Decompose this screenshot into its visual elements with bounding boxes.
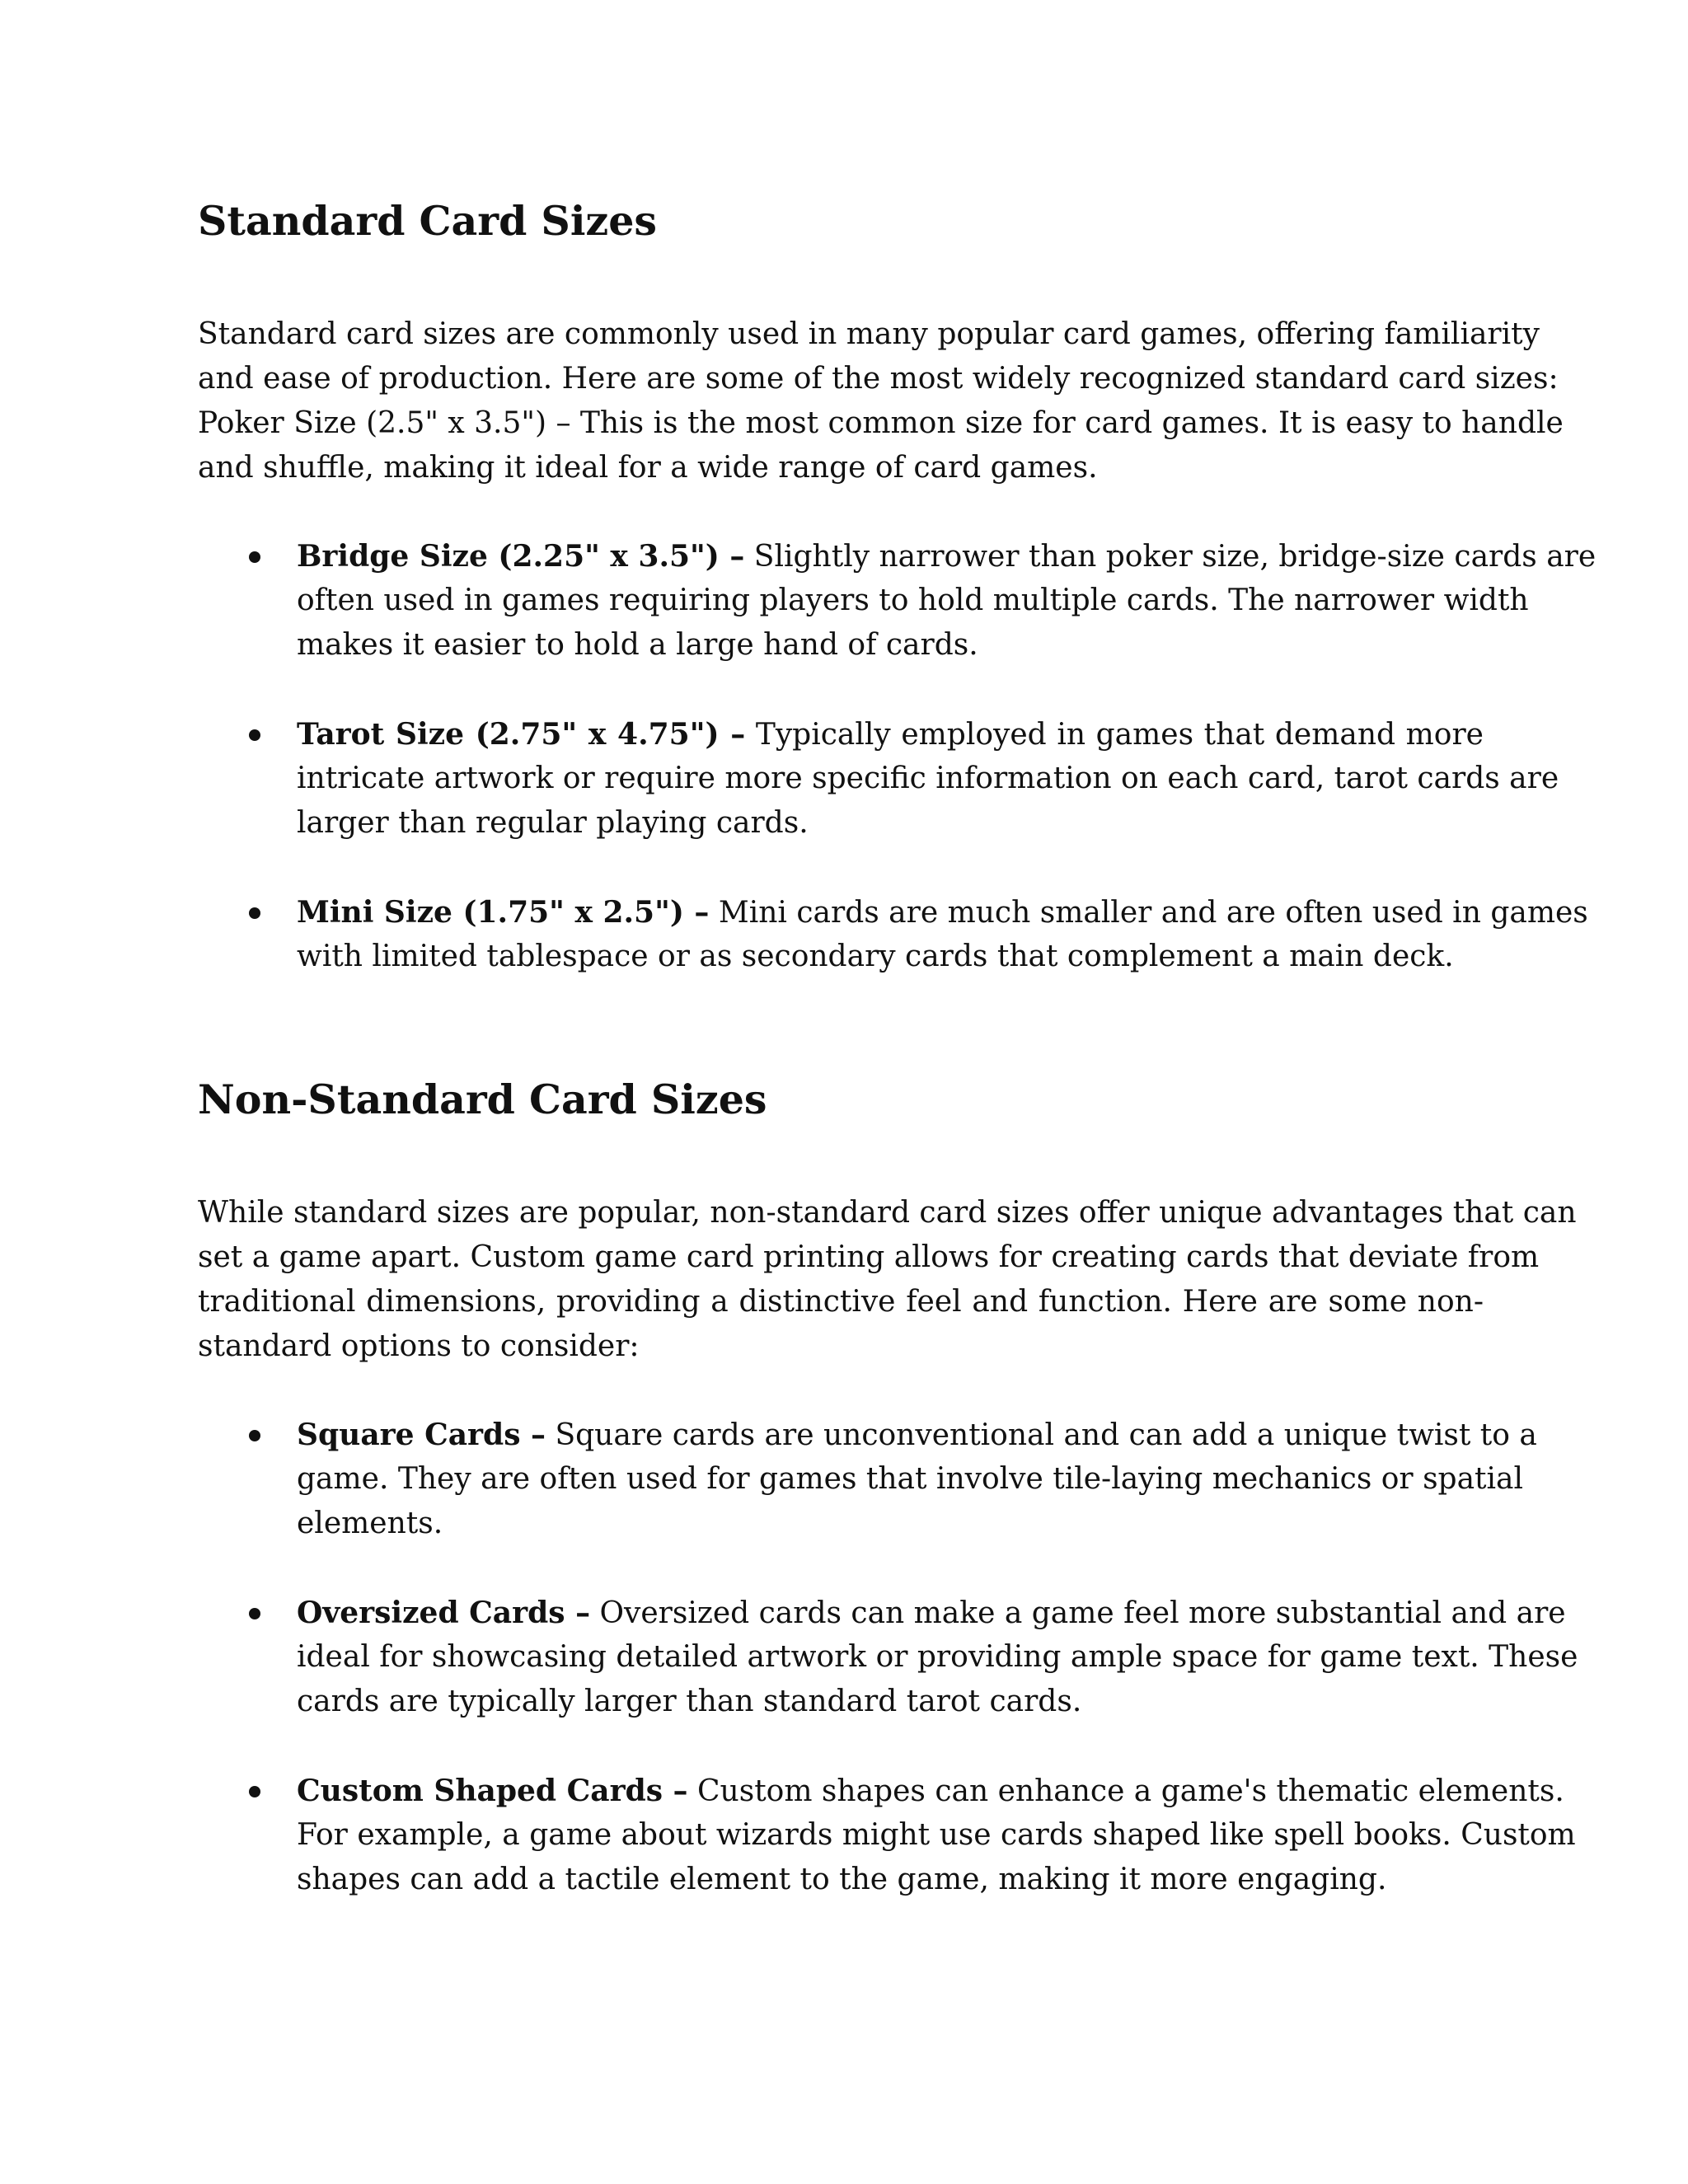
item-title: Bridge Size (2.25" x 3.5") –	[297, 539, 745, 574]
list-item-bridge-size	[198, 534, 1597, 668]
item-text-line: cards are typically larger than standard tarot cards.	[297, 1685, 1082, 1718]
item-text-line: intricate artwork or require more specific information on each card, tarot cards are	[297, 762, 1559, 795]
intro-line: Poker Size (2.5" x 3.5") – This is the most common size for card games. It is easy to handle	[198, 406, 1564, 440]
item-text-line: Typically employed in games that demand more	[745, 718, 1484, 752]
section-heading-non-standard: Non-Standard Card Sizes	[198, 1076, 767, 1123]
item-title: Custom Shaped Cards –	[297, 1774, 688, 1808]
item-text-line: Slightly narrower than poker size, bridge-size cards are	[744, 540, 1597, 574]
item-text-line: For example, a game about wizards might use cards shaped like spell books. Custom	[297, 1818, 1576, 1852]
section-intro-standard	[198, 312, 1564, 490]
item-title: Oversized Cards –	[297, 1596, 591, 1630]
item-text-line: elements.	[297, 1507, 443, 1540]
intro-line: set a game apart. Custom game card printing allows for creating cards that deviate from	[198, 1240, 1540, 1274]
list-item-square-cards	[198, 1413, 1537, 1546]
list-item-oversized-cards	[198, 1591, 1578, 1724]
item-text-line: makes it easier to hold a large hand of cards.	[297, 628, 978, 662]
item-text-line: Square cards are unconventional and can add a unique twist to a	[546, 1418, 1537, 1452]
bullet-icon	[249, 729, 260, 741]
section-intro-non-standard	[198, 1191, 1577, 1369]
intro-line: traditional dimensions, providing a distinctive feel and function. Here are some non-	[198, 1285, 1484, 1319]
intro-line: While standard sizes are popular, non-standard card sizes offer unique advantages that can	[198, 1196, 1577, 1230]
intro-line: standard options to consider:	[198, 1329, 640, 1363]
intro-line: Standard card sizes are commonly used in many popular card games, offering familiarity	[198, 317, 1540, 351]
bullet-icon	[249, 1786, 260, 1797]
non-standard-sizes-list	[198, 1413, 1578, 1902]
bullet-icon	[249, 907, 260, 919]
item-text-line: often used in games requiring players to hold multiple cards. The narrower width	[297, 583, 1529, 617]
section-heading-standard: Standard Card Sizes	[198, 197, 658, 245]
item-title: Mini Size (1.75" x 2.5") –	[297, 895, 710, 930]
item-text-line: shapes can add a tactile element to the game, making it more engaging.	[297, 1863, 1387, 1896]
list-item-mini-size	[198, 890, 1588, 979]
intro-line: and shuffle, making it ideal for a wide range of card games.	[198, 451, 1098, 485]
item-text-line: ideal for showcasing detailed artwork or providing ample space for game text. These	[297, 1640, 1578, 1674]
item-text-line: larger than regular playing cards.	[297, 806, 809, 840]
item-text-line: Oversized cards can make a game feel more substantial and are	[590, 1596, 1566, 1630]
item-text-line: Custom shapes can enhance a game's thematic elements.	[687, 1774, 1564, 1808]
bullet-icon	[249, 551, 260, 563]
intro-line: and ease of production. Here are some of the most widely recognized standard card sizes:	[198, 362, 1559, 396]
list-item-tarot-size	[198, 712, 1559, 846]
item-text-line: with limited tablespace or as secondary cards that complement a main deck.	[297, 940, 1454, 973]
item-title: Square Cards –	[297, 1418, 546, 1452]
standard-sizes-list	[198, 534, 1597, 979]
list-item-custom-shaped-cards	[198, 1769, 1576, 1902]
bullet-icon	[249, 1608, 260, 1619]
item-text-line: game. They are often used for games that involve tile-laying mechanics or spatial	[297, 1462, 1524, 1496]
item-text-line: Mini cards are much smaller and are often used in games	[709, 896, 1588, 930]
item-title: Tarot Size (2.75" x 4.75") –	[297, 717, 746, 752]
bullet-icon	[249, 1430, 260, 1441]
